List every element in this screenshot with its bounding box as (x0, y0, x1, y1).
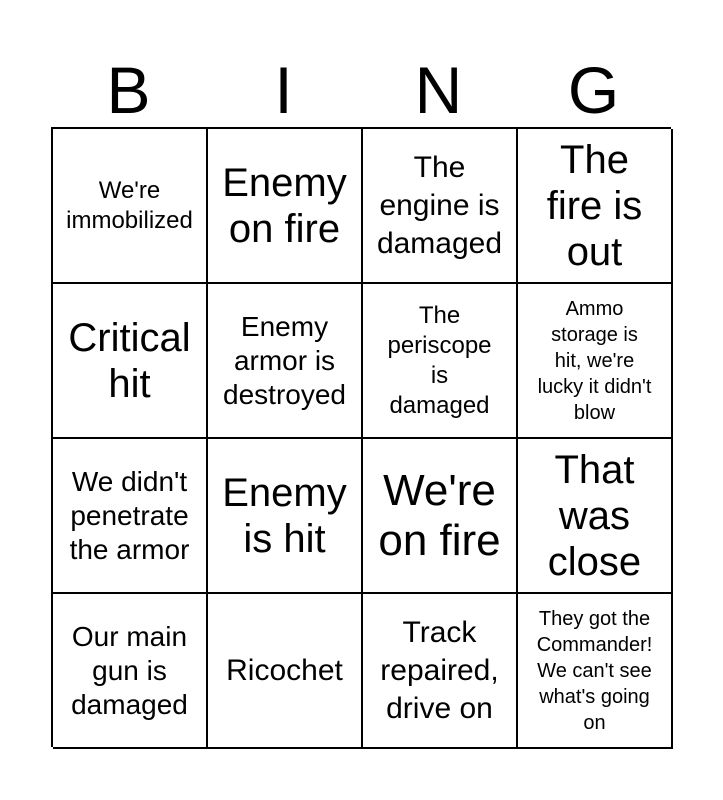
bingo-cell[interactable] (208, 594, 363, 749)
bingo-cell-text: The fire is out (546, 137, 643, 274)
bingo-cell[interactable] (363, 284, 518, 439)
bingo-cell-text: Enemy is hit (222, 470, 347, 561)
bingo-cell-text: Ammo storage is hit, we're lucky it didn't blow (537, 297, 652, 424)
bingo-cell-text: We're immobilized (66, 176, 193, 234)
bingo-cell-text: Track repaired, drive on (380, 615, 499, 725)
bingo-cell-text: Our main gun is damaged (71, 620, 188, 720)
bingo-cell-text: Ricochet (226, 653, 343, 687)
bingo-header (51, 52, 671, 128)
bingo-cell[interactable] (53, 594, 208, 749)
bingo-cell-text: Enemy on fire (222, 160, 347, 251)
bingo-cell[interactable] (53, 129, 208, 284)
bingo-cell-text: Critical hit (68, 315, 191, 406)
bingo-cell-text: We didn't penetrate the armor (69, 465, 190, 565)
bingo-cell-text: Enemy armor is destroyed (223, 310, 346, 410)
bingo-cell-text: The periscope is damaged (387, 301, 492, 419)
bingo-cell-text: We're on fire (378, 465, 501, 565)
bingo-cell-text: The engine is damaged (376, 150, 503, 260)
bingo-cell[interactable] (208, 439, 363, 594)
bingo-cell[interactable] (363, 594, 518, 749)
bingo-cell[interactable] (208, 129, 363, 284)
bingo-cell[interactable] (363, 129, 518, 284)
bingo-cell[interactable] (363, 439, 518, 594)
bingo-cell[interactable] (518, 129, 673, 284)
bingo-cell-text: They got the Commander! We can't see what's going on (536, 607, 653, 734)
header-letter-b: B (106, 53, 151, 127)
header-letter-g: G (567, 53, 620, 127)
header-letter-i: I (274, 53, 293, 127)
bingo-cell[interactable] (518, 594, 673, 749)
bingo-cell[interactable] (518, 284, 673, 439)
bingo-cell-text: That was close (547, 447, 642, 584)
bingo-grid (51, 127, 671, 747)
bingo-cell[interactable] (208, 284, 363, 439)
bingo-cell[interactable] (53, 439, 208, 594)
bingo-cell[interactable] (518, 439, 673, 594)
bingo-cell[interactable] (53, 284, 208, 439)
header-letter-n: N (414, 53, 463, 127)
